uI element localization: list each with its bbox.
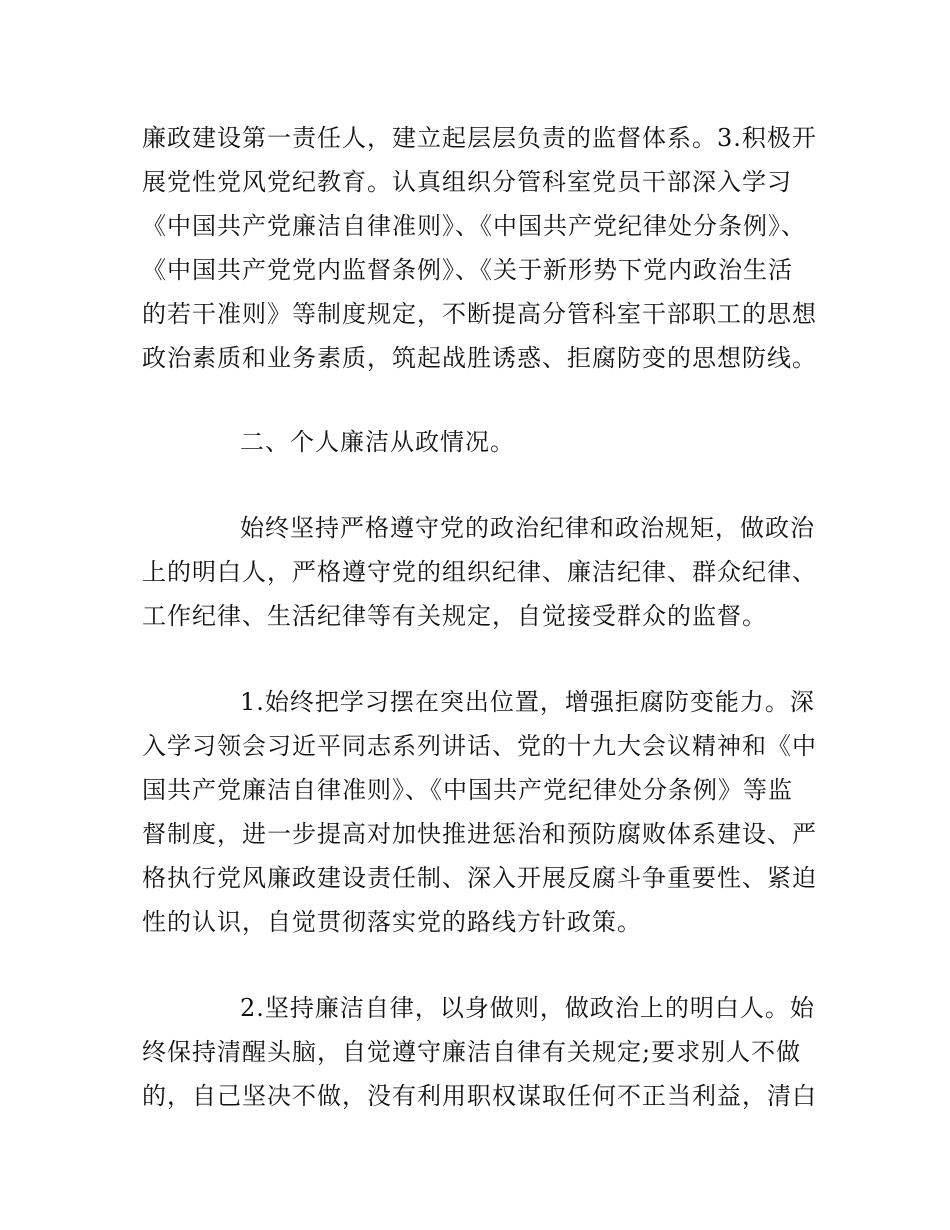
text-line: 展党性党风党纪教育。认真组织分管科室党员干部深入学习 xyxy=(142,168,792,196)
text-line: 2.坚持廉洁自律，以身做则，做政治上的明白人。始 xyxy=(240,994,815,1022)
text-line: 上的明白人，严格遵守党的组织纪律、廉洁纪律、群众纪律、 xyxy=(142,558,817,586)
text-line: 《中国共产党廉洁自律准则》、《中国共产党纪律处分条例》、 xyxy=(142,212,806,240)
text-line: 《中国共产党党内监督条例》、《关于新形势下党内政治生活 xyxy=(142,256,793,284)
text-line: 的，自己坚决不做，没有利用职权谋取任何不正当利益，清白 xyxy=(142,1082,817,1110)
text-line: 入学习领会习近平同志系列讲话、党的十九大会议精神和《中 xyxy=(142,732,817,760)
text-line: 政治素质和业务素质，筑起战胜诱惑、拒腐防变的思想防线。 xyxy=(142,344,817,372)
text-line: 国共产党廉洁自律准则》、《中国共产党纪律处分条例》等监 xyxy=(142,776,793,804)
text-line: 廉政建设第一责任人，建立起层层负责的监督体系。3.积极开 xyxy=(142,124,817,152)
text-line: 格执行党风廉政建设责任制、深入开展反腐斗争重要性、紧迫 xyxy=(142,864,817,892)
text-line: 始终坚持严格遵守党的政治纪律和政治规矩，做政治 xyxy=(240,514,815,542)
text-line: 的若干准则》等制度规定，不断提高分管科室干部职工的思想 xyxy=(142,300,817,328)
text-line: 性的认识，自觉贯彻落实党的路线方针政策。 xyxy=(142,908,642,936)
text-line: 1.始终把学习摆在突出位置，增强拒腐防变能力。深 xyxy=(240,688,815,716)
section-heading: 二、个人廉洁从政情况。 xyxy=(240,428,515,456)
text-line: 督制度，进一步提高对加快推进惩治和预防腐败体系建设、严 xyxy=(142,820,817,848)
text-line: 终保持清醒头脑，自觉遵守廉洁自律有关规定;要求别人不做 xyxy=(142,1038,802,1066)
text-line: 工作纪律、生活纪律等有关规定，自觉接受群众的监督。 xyxy=(142,602,767,630)
